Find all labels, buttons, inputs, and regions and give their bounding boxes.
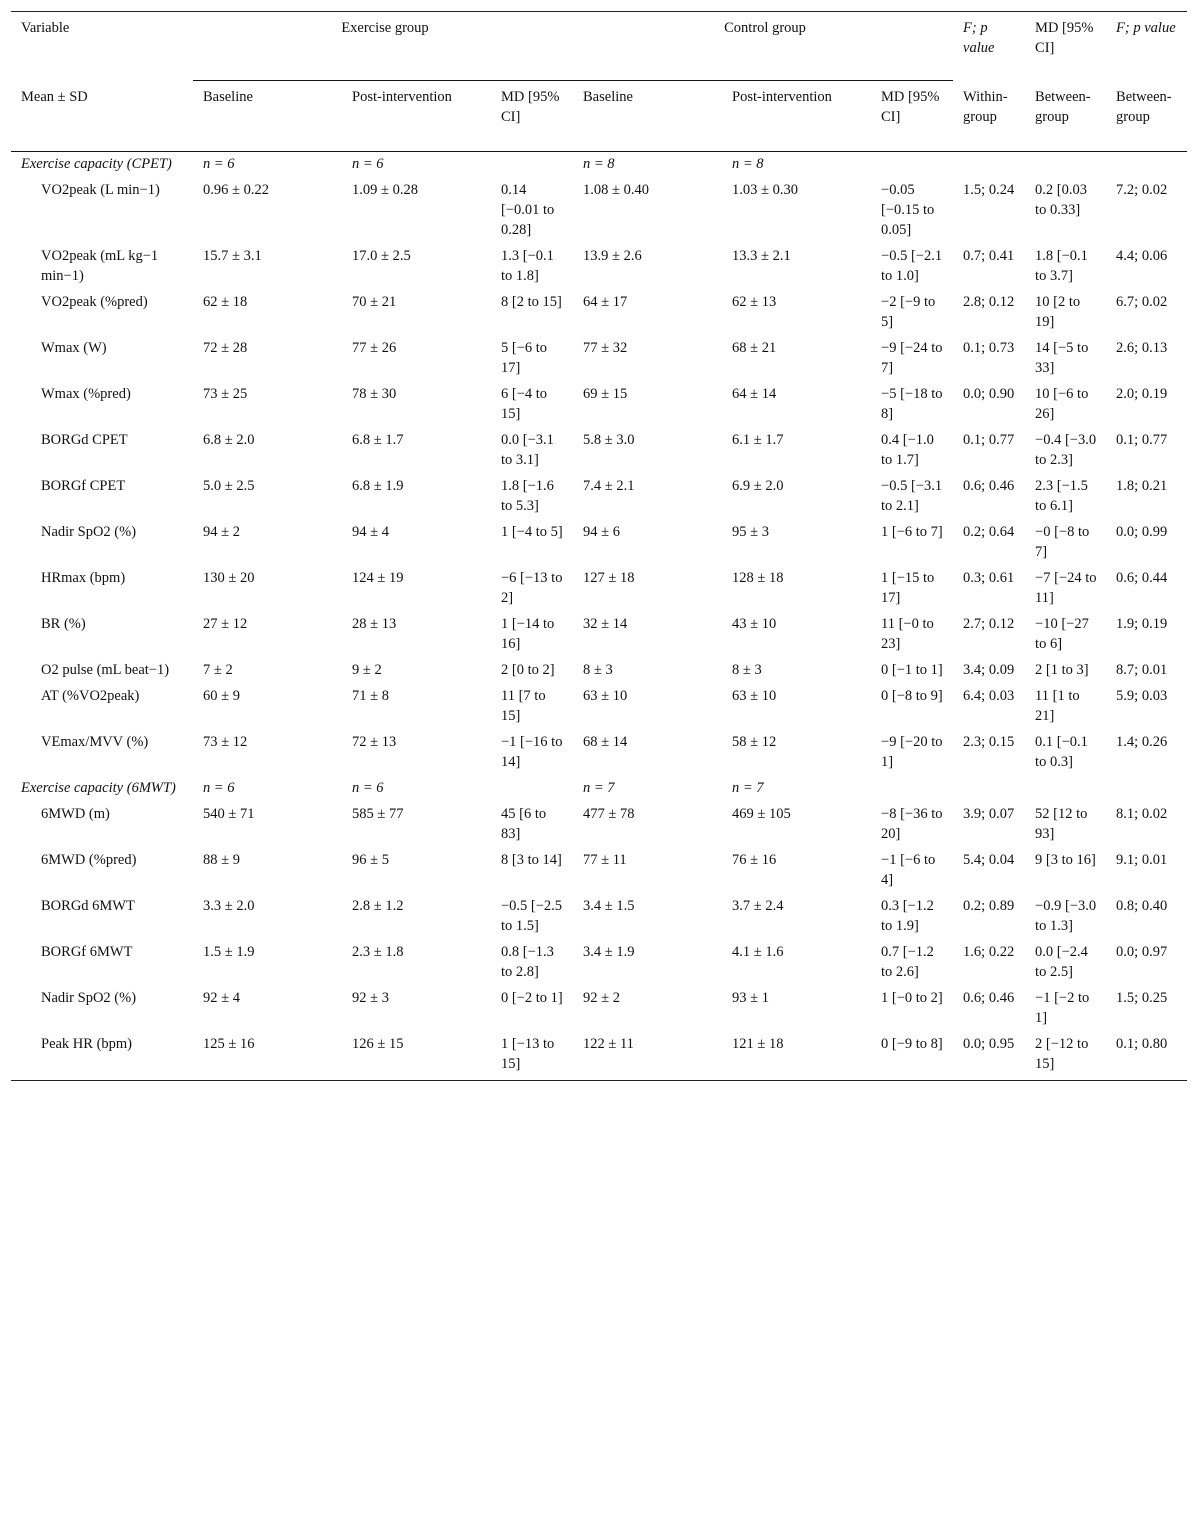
control-md: −8 [−36 to 20]	[881, 806, 943, 842]
n-control-baseline: n = 8	[583, 156, 615, 172]
exercise-baseline: 7 ± 2	[203, 662, 233, 678]
control-post: 4.1 ± 1.6	[732, 944, 784, 960]
between-md: 10 [−6 to 26]	[1035, 386, 1089, 422]
between-f-p: 4.4; 0.06	[1116, 248, 1168, 264]
control-baseline: 5.8 ± 3.0	[583, 432, 635, 448]
control-baseline: 8 ± 3	[583, 662, 613, 678]
n-control-baseline: n = 7	[583, 780, 615, 796]
table-row	[11, 684, 1187, 730]
header-variable: Variable	[11, 12, 193, 81]
exercise-post: 126 ± 15	[342, 1032, 491, 1081]
variable-label: Wmax (W)	[41, 340, 107, 356]
control-md: 1 [−15 to 17]	[881, 570, 935, 606]
variable-label: BORGd 6MWT	[41, 898, 135, 914]
header-between-group-md: Between-group	[1025, 81, 1106, 152]
control-baseline: 127 ± 18	[583, 570, 635, 586]
exercise-md: 0.14 [−0.01 to 0.28]	[501, 182, 555, 238]
control-post: 8 ± 3	[732, 662, 762, 678]
table-row	[11, 428, 1187, 474]
exercise-baseline: 73 ± 12	[203, 734, 248, 750]
control-baseline: 64 ± 17	[583, 294, 628, 310]
header-within-group: Within-group	[953, 81, 1025, 152]
control-post: 3.7 ± 2.4	[732, 898, 784, 914]
control-md: −0.5 [−3.1 to 2.1]	[881, 478, 943, 514]
between-md: 1.8 [−0.1 to 3.7]	[1035, 248, 1088, 284]
between-md: 0.0 [−2.4 to 2.5]	[1035, 944, 1088, 980]
control-post: 6.1 ± 1.7	[732, 432, 784, 448]
header-row-2	[11, 81, 1187, 152]
control-md: −0.5 [−2.1 to 1.0]	[881, 248, 943, 284]
control-baseline: 77 ± 32	[583, 340, 628, 356]
between-md: 9 [3 to 16]	[1035, 852, 1096, 868]
header-ct-md: MD [95% CI]	[871, 81, 953, 152]
exercise-baseline: 5.0 ± 2.5	[203, 478, 255, 494]
control-md: 0.7 [−1.2 to 2.6]	[881, 944, 934, 980]
exercise-md: 11 [7 to 15]	[501, 688, 546, 724]
between-md: −0 [−8 to 7]	[1035, 524, 1090, 560]
within-f-p: 0.3; 0.61	[963, 570, 1015, 586]
empty-cell	[1106, 776, 1187, 802]
header-ex-post: Post-intervention	[342, 81, 491, 152]
exercise-baseline: 0.96 ± 0.22	[203, 182, 269, 198]
between-md: 2 [1 to 3]	[1035, 662, 1089, 678]
variable-label: BORGf CPET	[41, 478, 126, 494]
section-row	[11, 776, 1187, 802]
exercise-md: 1 [−13 to 15]	[491, 1032, 573, 1081]
variable-label: VEmax/MVV (%)	[41, 734, 149, 750]
within-f-p: 0.0; 0.90	[963, 386, 1015, 402]
between-f-p: 1.5; 0.25	[1116, 990, 1168, 1006]
n-exercise-post: n = 6	[352, 780, 384, 796]
exercise-post: 94 ± 4	[352, 524, 389, 540]
control-md: 1 [−0 to 2]	[881, 990, 943, 1006]
between-f-p: 1.9; 0.19	[1116, 616, 1168, 632]
exercise-baseline: 94 ± 2	[203, 524, 240, 540]
exercise-md: 45 [6 to 83]	[501, 806, 547, 842]
header-row-1	[11, 12, 1187, 81]
control-baseline: 122 ± 11	[573, 1032, 722, 1081]
exercise-post: 71 ± 8	[352, 688, 389, 704]
exercise-baseline: 88 ± 9	[203, 852, 240, 868]
within-f-p: 1.6; 0.22	[963, 944, 1015, 960]
exercise-baseline: 60 ± 9	[203, 688, 240, 704]
control-post: 121 ± 18	[722, 1032, 871, 1081]
control-post: 1.03 ± 0.30	[732, 182, 798, 198]
table-row	[11, 1032, 1187, 1081]
between-md: 2.3 [−1.5 to 6.1]	[1035, 478, 1088, 514]
exercise-post: 72 ± 13	[352, 734, 397, 750]
within-f-p: 1.5; 0.24	[963, 182, 1015, 198]
exercise-baseline: 27 ± 12	[203, 616, 248, 632]
control-post: 128 ± 18	[732, 570, 784, 586]
results-table-container	[11, 11, 1187, 1081]
exercise-md: 0.0 [−3.1 to 3.1]	[501, 432, 554, 468]
exercise-post: 77 ± 26	[352, 340, 397, 356]
between-md: −10 [−27 to 6]	[1035, 616, 1089, 652]
table-row	[11, 986, 1187, 1032]
exercise-md: 1.8 [−1.6 to 5.3]	[501, 478, 554, 514]
variable-label: BORGf 6MWT	[41, 944, 133, 960]
control-md: 0.4 [−1.0 to 1.7]	[881, 432, 934, 468]
exercise-post: 2.3 ± 1.8	[352, 944, 404, 960]
between-md: −0.9 [−3.0 to 1.3]	[1035, 898, 1097, 934]
control-md: −9 [−24 to 7]	[881, 340, 943, 376]
exercise-md: −1 [−16 to 14]	[501, 734, 563, 770]
control-baseline: 477 ± 78	[583, 806, 635, 822]
between-f-p: 7.2; 0.02	[1116, 182, 1168, 198]
control-md: 0 [−9 to 8]	[871, 1032, 953, 1081]
exercise-md: 2 [0 to 2]	[501, 662, 555, 678]
table-row	[11, 940, 1187, 986]
exercise-md: 1 [−4 to 5]	[501, 524, 563, 540]
empty-cell	[953, 152, 1025, 179]
exercise-baseline: 1.5 ± 1.9	[203, 944, 255, 960]
n-control-post: n = 7	[732, 780, 764, 796]
exercise-baseline: 3.3 ± 2.0	[203, 898, 255, 914]
between-f-p: 6.7; 0.02	[1116, 294, 1168, 310]
n-exercise-baseline: n = 6	[203, 156, 235, 172]
between-md: −0.4 [−3.0 to 2.3]	[1035, 432, 1097, 468]
control-md: 11 [−0 to 23]	[881, 616, 934, 652]
exercise-post: 96 ± 5	[352, 852, 389, 868]
variable-label: Peak HR (bpm)	[11, 1032, 193, 1081]
table-row	[11, 658, 1187, 684]
empty-cell	[491, 152, 573, 179]
control-post: 76 ± 16	[732, 852, 777, 868]
control-post: 43 ± 10	[732, 616, 777, 632]
exercise-md: 0 [−2 to 1]	[501, 990, 563, 1006]
exercise-md: −0.5 [−2.5 to 1.5]	[501, 898, 563, 934]
control-md: 0.3 [−1.2 to 1.9]	[881, 898, 934, 934]
control-post: 68 ± 21	[732, 340, 777, 356]
within-f-p: 2.3; 0.15	[963, 734, 1015, 750]
exercise-md: 0.8 [−1.3 to 2.8]	[501, 944, 554, 980]
section-title: Exercise capacity (CPET)	[21, 156, 172, 172]
variable-label: 6MWD (m)	[41, 806, 110, 822]
table-row	[11, 802, 1187, 848]
section-row	[11, 152, 1187, 179]
header-between-group-f: Between-group	[1106, 81, 1187, 152]
n-control-post: n = 8	[732, 156, 764, 172]
empty-cell	[491, 776, 573, 802]
within-f-p: 2.7; 0.12	[963, 616, 1015, 632]
within-f-p: 0.6; 0.46	[963, 990, 1015, 1006]
between-md: −7 [−24 to 11]	[1035, 570, 1097, 606]
control-baseline: 13.9 ± 2.6	[583, 248, 642, 264]
table-header	[11, 12, 1187, 152]
exercise-baseline: 92 ± 4	[203, 990, 240, 1006]
control-md: −1 [−6 to 4]	[881, 852, 936, 888]
within-f-p: 0.1; 0.77	[963, 432, 1015, 448]
header-md-ci-between: MD [95% CI]	[1025, 12, 1106, 81]
results-table	[11, 11, 1187, 1081]
variable-label: O2 pulse (mL beat−1)	[41, 662, 170, 678]
exercise-baseline: 130 ± 20	[203, 570, 255, 586]
exercise-post: 6.8 ± 1.9	[352, 478, 404, 494]
table-row	[11, 730, 1187, 776]
section-title: Exercise capacity (6MWT)	[21, 780, 176, 796]
between-f-p: 0.0; 0.99	[1116, 524, 1168, 540]
exercise-post: 78 ± 30	[352, 386, 397, 402]
between-f-p: 2.6; 0.13	[1116, 340, 1168, 356]
variable-label: VO2peak (mL kg−1 min−1)	[41, 248, 159, 284]
control-md: −2 [−9 to 5]	[881, 294, 936, 330]
control-baseline: 94 ± 6	[583, 524, 620, 540]
control-baseline: 63 ± 10	[583, 688, 628, 704]
header-exercise-group: Exercise group	[193, 12, 573, 81]
within-f-p: 3.9; 0.07	[963, 806, 1015, 822]
table-body	[11, 152, 1187, 1081]
within-f-p: 0.0; 0.95	[953, 1032, 1025, 1081]
control-post: 58 ± 12	[732, 734, 777, 750]
between-f-p: 1.4; 0.26	[1116, 734, 1168, 750]
exercise-post: 1.09 ± 0.28	[352, 182, 418, 198]
within-f-p: 0.1; 0.73	[963, 340, 1015, 356]
control-baseline: 7.4 ± 2.1	[583, 478, 635, 494]
exercise-post: 70 ± 21	[352, 294, 397, 310]
within-f-p: 3.4; 0.09	[963, 662, 1015, 678]
empty-cell	[871, 152, 953, 179]
exercise-md: 8 [3 to 14]	[501, 852, 562, 868]
within-f-p: 0.2; 0.64	[963, 524, 1015, 540]
empty-cell	[1025, 776, 1106, 802]
table-row	[11, 290, 1187, 336]
control-md: −5 [−18 to 8]	[881, 386, 943, 422]
empty-cell	[953, 776, 1025, 802]
exercise-post: 92 ± 3	[352, 990, 389, 1006]
variable-label: Wmax (%pred)	[41, 386, 131, 402]
exercise-post: 17.0 ± 2.5	[352, 248, 411, 264]
within-f-p: 5.4; 0.04	[963, 852, 1015, 868]
exercise-post: 6.8 ± 1.7	[352, 432, 404, 448]
empty-cell	[871, 776, 953, 802]
header-ex-baseline: Baseline	[193, 81, 342, 152]
between-md: 14 [−5 to 33]	[1035, 340, 1089, 376]
variable-label: HRmax (bpm)	[41, 570, 126, 586]
control-baseline: 92 ± 2	[583, 990, 620, 1006]
exercise-md: 8 [2 to 15]	[501, 294, 562, 310]
exercise-baseline: 6.8 ± 2.0	[203, 432, 255, 448]
table-row	[11, 474, 1187, 520]
variable-label: Nadir SpO2 (%)	[41, 990, 137, 1006]
between-md: 2 [−12 to 15]	[1025, 1032, 1106, 1081]
control-md: 0 [−1 to 1]	[881, 662, 943, 678]
between-md: −1 [−2 to 1]	[1035, 990, 1090, 1026]
exercise-md: 5 [−6 to 17]	[501, 340, 548, 376]
within-f-p: 0.6; 0.46	[963, 478, 1015, 494]
variable-label: 6MWD (%pred)	[41, 852, 137, 868]
between-md: 11 [1 to 21]	[1035, 688, 1080, 724]
variable-label: VO2peak (L min−1)	[41, 182, 160, 198]
table-row	[11, 520, 1187, 566]
n-exercise-post: n = 6	[352, 156, 384, 172]
between-f-p: 0.6; 0.44	[1116, 570, 1168, 586]
within-f-p: 0.7; 0.41	[963, 248, 1015, 264]
control-post: 6.9 ± 2.0	[732, 478, 784, 494]
control-baseline: 1.08 ± 0.40	[583, 182, 649, 198]
control-baseline: 68 ± 14	[583, 734, 628, 750]
table-row	[11, 382, 1187, 428]
between-f-p: 5.9; 0.03	[1116, 688, 1168, 704]
exercise-post: 124 ± 19	[352, 570, 404, 586]
exercise-post: 585 ± 77	[352, 806, 404, 822]
exercise-post: 2.8 ± 1.2	[352, 898, 404, 914]
exercise-md: 6 [−4 to 15]	[501, 386, 548, 422]
control-md: −0.05 [−0.15 to 0.05]	[881, 182, 935, 238]
control-post: 63 ± 10	[732, 688, 777, 704]
table-row	[11, 336, 1187, 382]
variable-label: AT (%VO2peak)	[41, 688, 140, 704]
table-row	[11, 244, 1187, 290]
within-f-p: 6.4; 0.03	[963, 688, 1015, 704]
exercise-baseline: 15.7 ± 3.1	[203, 248, 262, 264]
variable-label: VO2peak (%pred)	[41, 294, 148, 310]
between-md: 0.1 [−0.1 to 0.3]	[1035, 734, 1088, 770]
control-md: 1 [−6 to 7]	[881, 524, 943, 540]
between-f-p: 0.1; 0.80	[1106, 1032, 1187, 1081]
exercise-baseline: 72 ± 28	[203, 340, 248, 356]
header-ct-post: Post-intervention	[722, 81, 871, 152]
control-post: 64 ± 14	[732, 386, 777, 402]
exercise-baseline: 125 ± 16	[193, 1032, 342, 1081]
between-md: 10 [2 to 19]	[1035, 294, 1081, 330]
header-f-p-between: F; p value	[1106, 12, 1187, 81]
control-md: 0 [−8 to 9]	[881, 688, 943, 704]
between-md: 52 [12 to 93]	[1035, 806, 1088, 842]
exercise-md: 1.3 [−0.1 to 1.8]	[501, 248, 554, 284]
table-row	[11, 894, 1187, 940]
header-f-p-within: F; p value	[953, 12, 1025, 81]
exercise-post: 9 ± 2	[352, 662, 382, 678]
control-baseline: 3.4 ± 1.5	[583, 898, 635, 914]
exercise-baseline: 62 ± 18	[203, 294, 248, 310]
header-mean-sd: Mean ± SD	[11, 81, 193, 152]
control-md: −9 [−20 to 1]	[881, 734, 943, 770]
exercise-md: −6 [−13 to 2]	[501, 570, 563, 606]
variable-label: BORGd CPET	[41, 432, 128, 448]
control-post: 13.3 ± 2.1	[732, 248, 791, 264]
control-baseline: 77 ± 11	[583, 852, 627, 868]
exercise-baseline: 540 ± 71	[203, 806, 255, 822]
between-md: 0.2 [0.03 to 0.33]	[1035, 182, 1088, 218]
between-f-p: 2.0; 0.19	[1116, 386, 1168, 402]
exercise-post: 28 ± 13	[352, 616, 397, 632]
between-f-p: 1.8; 0.21	[1116, 478, 1168, 494]
between-f-p: 0.0; 0.97	[1116, 944, 1168, 960]
table-row	[11, 848, 1187, 894]
between-f-p: 0.1; 0.77	[1116, 432, 1168, 448]
variable-label: Nadir SpO2 (%)	[41, 524, 137, 540]
within-f-p: 0.2; 0.89	[963, 898, 1015, 914]
between-f-p: 8.7; 0.01	[1116, 662, 1168, 678]
header-ex-md: MD [95% CI]	[491, 81, 573, 152]
table-row	[11, 566, 1187, 612]
control-baseline: 3.4 ± 1.9	[583, 944, 635, 960]
n-exercise-baseline: n = 6	[203, 780, 235, 796]
between-f-p: 0.8; 0.40	[1116, 898, 1168, 914]
empty-cell	[1106, 152, 1187, 179]
variable-label: BR (%)	[41, 616, 86, 632]
header-ct-baseline: Baseline	[573, 81, 722, 152]
control-post: 469 ± 105	[732, 806, 791, 822]
header-control-group: Control group	[573, 12, 953, 81]
table-row	[11, 178, 1187, 244]
table-row	[11, 612, 1187, 658]
control-baseline: 69 ± 15	[583, 386, 628, 402]
between-f-p: 8.1; 0.02	[1116, 806, 1168, 822]
control-post: 93 ± 1	[732, 990, 769, 1006]
control-post: 62 ± 13	[732, 294, 777, 310]
between-f-p: 9.1; 0.01	[1116, 852, 1168, 868]
exercise-md: 1 [−14 to 16]	[501, 616, 555, 652]
control-post: 95 ± 3	[732, 524, 769, 540]
exercise-baseline: 73 ± 25	[203, 386, 248, 402]
within-f-p: 2.8; 0.12	[963, 294, 1015, 310]
control-baseline: 32 ± 14	[583, 616, 628, 632]
empty-cell	[1025, 152, 1106, 179]
